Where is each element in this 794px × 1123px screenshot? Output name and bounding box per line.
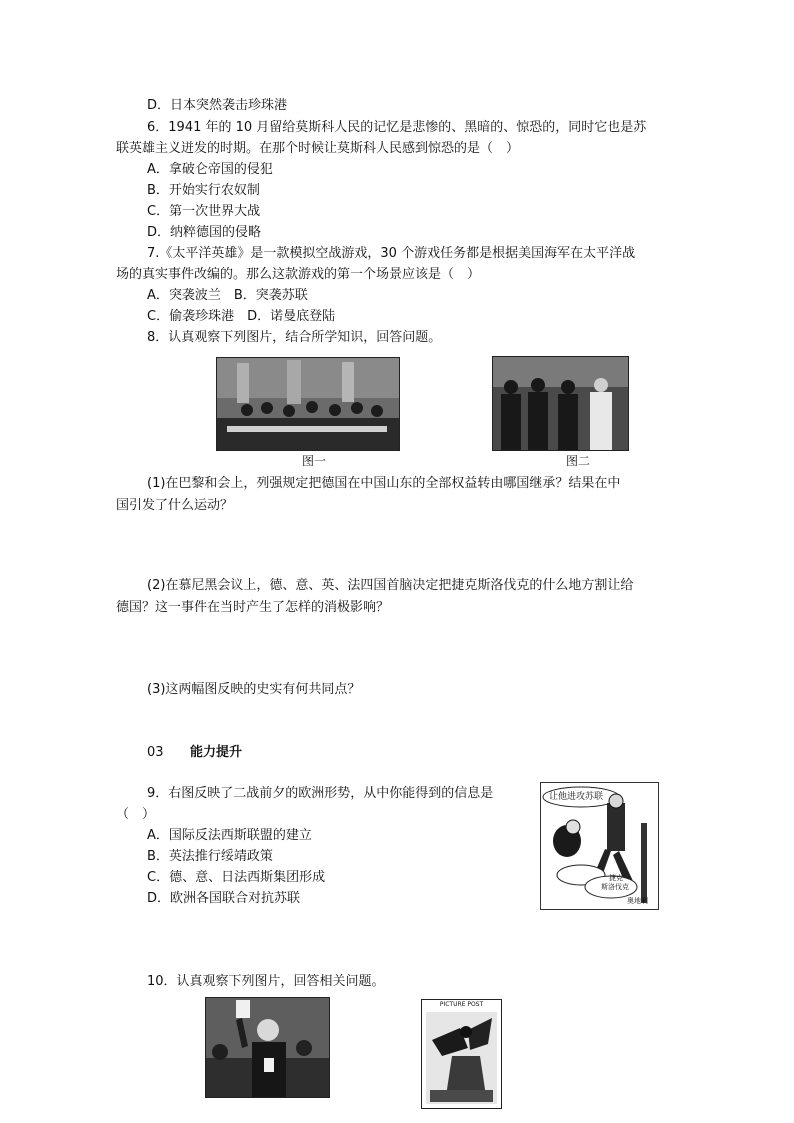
q7-options-line2: C．偷袭珍珠港 D．诺曼底登陆 [147, 309, 336, 324]
q5-option-d: D．日本突然袭击珍珠港 [147, 98, 288, 113]
q9-cartoon [540, 782, 659, 910]
cartoon-bubble-text: 让他进攻苏联 [549, 792, 604, 802]
q8-sub3: (3)这两幅图反映的史实有何共同点？ [147, 682, 361, 697]
poster-title: PICTURE POST [439, 1001, 484, 1008]
section-title: 能力提升 [190, 745, 243, 760]
q6-option-b: B．开始实行农奴制 [147, 183, 260, 198]
section-number: 03 [147, 745, 164, 760]
cartoon-label-slovakia: 斯洛伐克 [601, 883, 629, 891]
q7-options-line1: A．突袭波兰 B．突袭苏联 [147, 288, 308, 303]
q6-option-c: C．第一次世界大战 [147, 204, 261, 219]
q10-photo-1 [205, 997, 330, 1098]
q6-option-a: A．拿破仑帝国的侵犯 [147, 162, 273, 177]
q9-option-a: A．国际反法西斯联盟的建立 [147, 828, 312, 843]
q7-stem-line1: 7.《太平洋英雄》是一款模拟空战游戏，30 个游戏任务都是根据美国海军在太平洋战 [147, 246, 636, 261]
q7-stem-line2: 场的真实事件改编的。那么这款游戏的第一个场景应该是（ ） [116, 267, 481, 282]
figure-2-caption: 图二 [566, 454, 591, 468]
q6-option-d: D．纳粹德国的侵略 [147, 225, 262, 240]
q10-stem: 10．认真观察下列图片，回答相关问题。 [147, 974, 385, 989]
figure-2-illustration [493, 357, 628, 450]
q8-sub1-line1: (1)在巴黎和会上，列强规定把德国在中国山东的全部权益转由哪国继承？结果在中 [147, 476, 621, 491]
q8-sub2-line1: (2)在慕尼黑会议上，德、意、英、法四国首脑决定把捷克斯洛伐克的什么地方割让给 [147, 578, 634, 593]
q9-option-b: B．英法推行绥靖政策 [147, 849, 273, 864]
q9-option-c: C．德、意、日法西斯集团形成 [147, 870, 326, 885]
cartoon-label-czech: 捷克 [609, 874, 623, 882]
q9-stem-line2: （ ） [116, 807, 156, 822]
figure-1-caption: 图一 [302, 454, 327, 468]
figure-1-illustration [217, 358, 399, 450]
figure-1-photo [216, 357, 400, 451]
figure-2-photo [492, 356, 629, 451]
q9-stem-line1: 9．右图反映了二战前夕的欧洲形势，从中你能得到的信息是 [147, 786, 494, 801]
q6-stem-line2: 联英雄主义迸发的时期。在那个时候让莫斯科人民感到惊恐的是（ ） [116, 141, 520, 156]
q8-stem: 8．认真观察下列图片，结合所学知识，回答问题。 [147, 330, 442, 345]
q8-sub1-line2: 国引发了什么运动？ [116, 498, 234, 513]
q10-photo-2 [421, 999, 502, 1109]
q8-sub2-line2: 德国？这一事件在当时产生了怎样的消极影响？ [116, 600, 390, 615]
q6-stem-line1: 6．1941 年的 10 月留给莫斯科人民的记忆是悲惨的、黑暗的、惊恐的，同时它也是苏 [147, 120, 647, 135]
q10-photo-1-illustration [206, 998, 329, 1097]
q10-photo-2-illustration [422, 1000, 501, 1108]
cartoon-label-austria: 奥地利 [627, 897, 648, 905]
q9-option-d: D．欧洲各国联合对抗苏联 [147, 891, 301, 906]
